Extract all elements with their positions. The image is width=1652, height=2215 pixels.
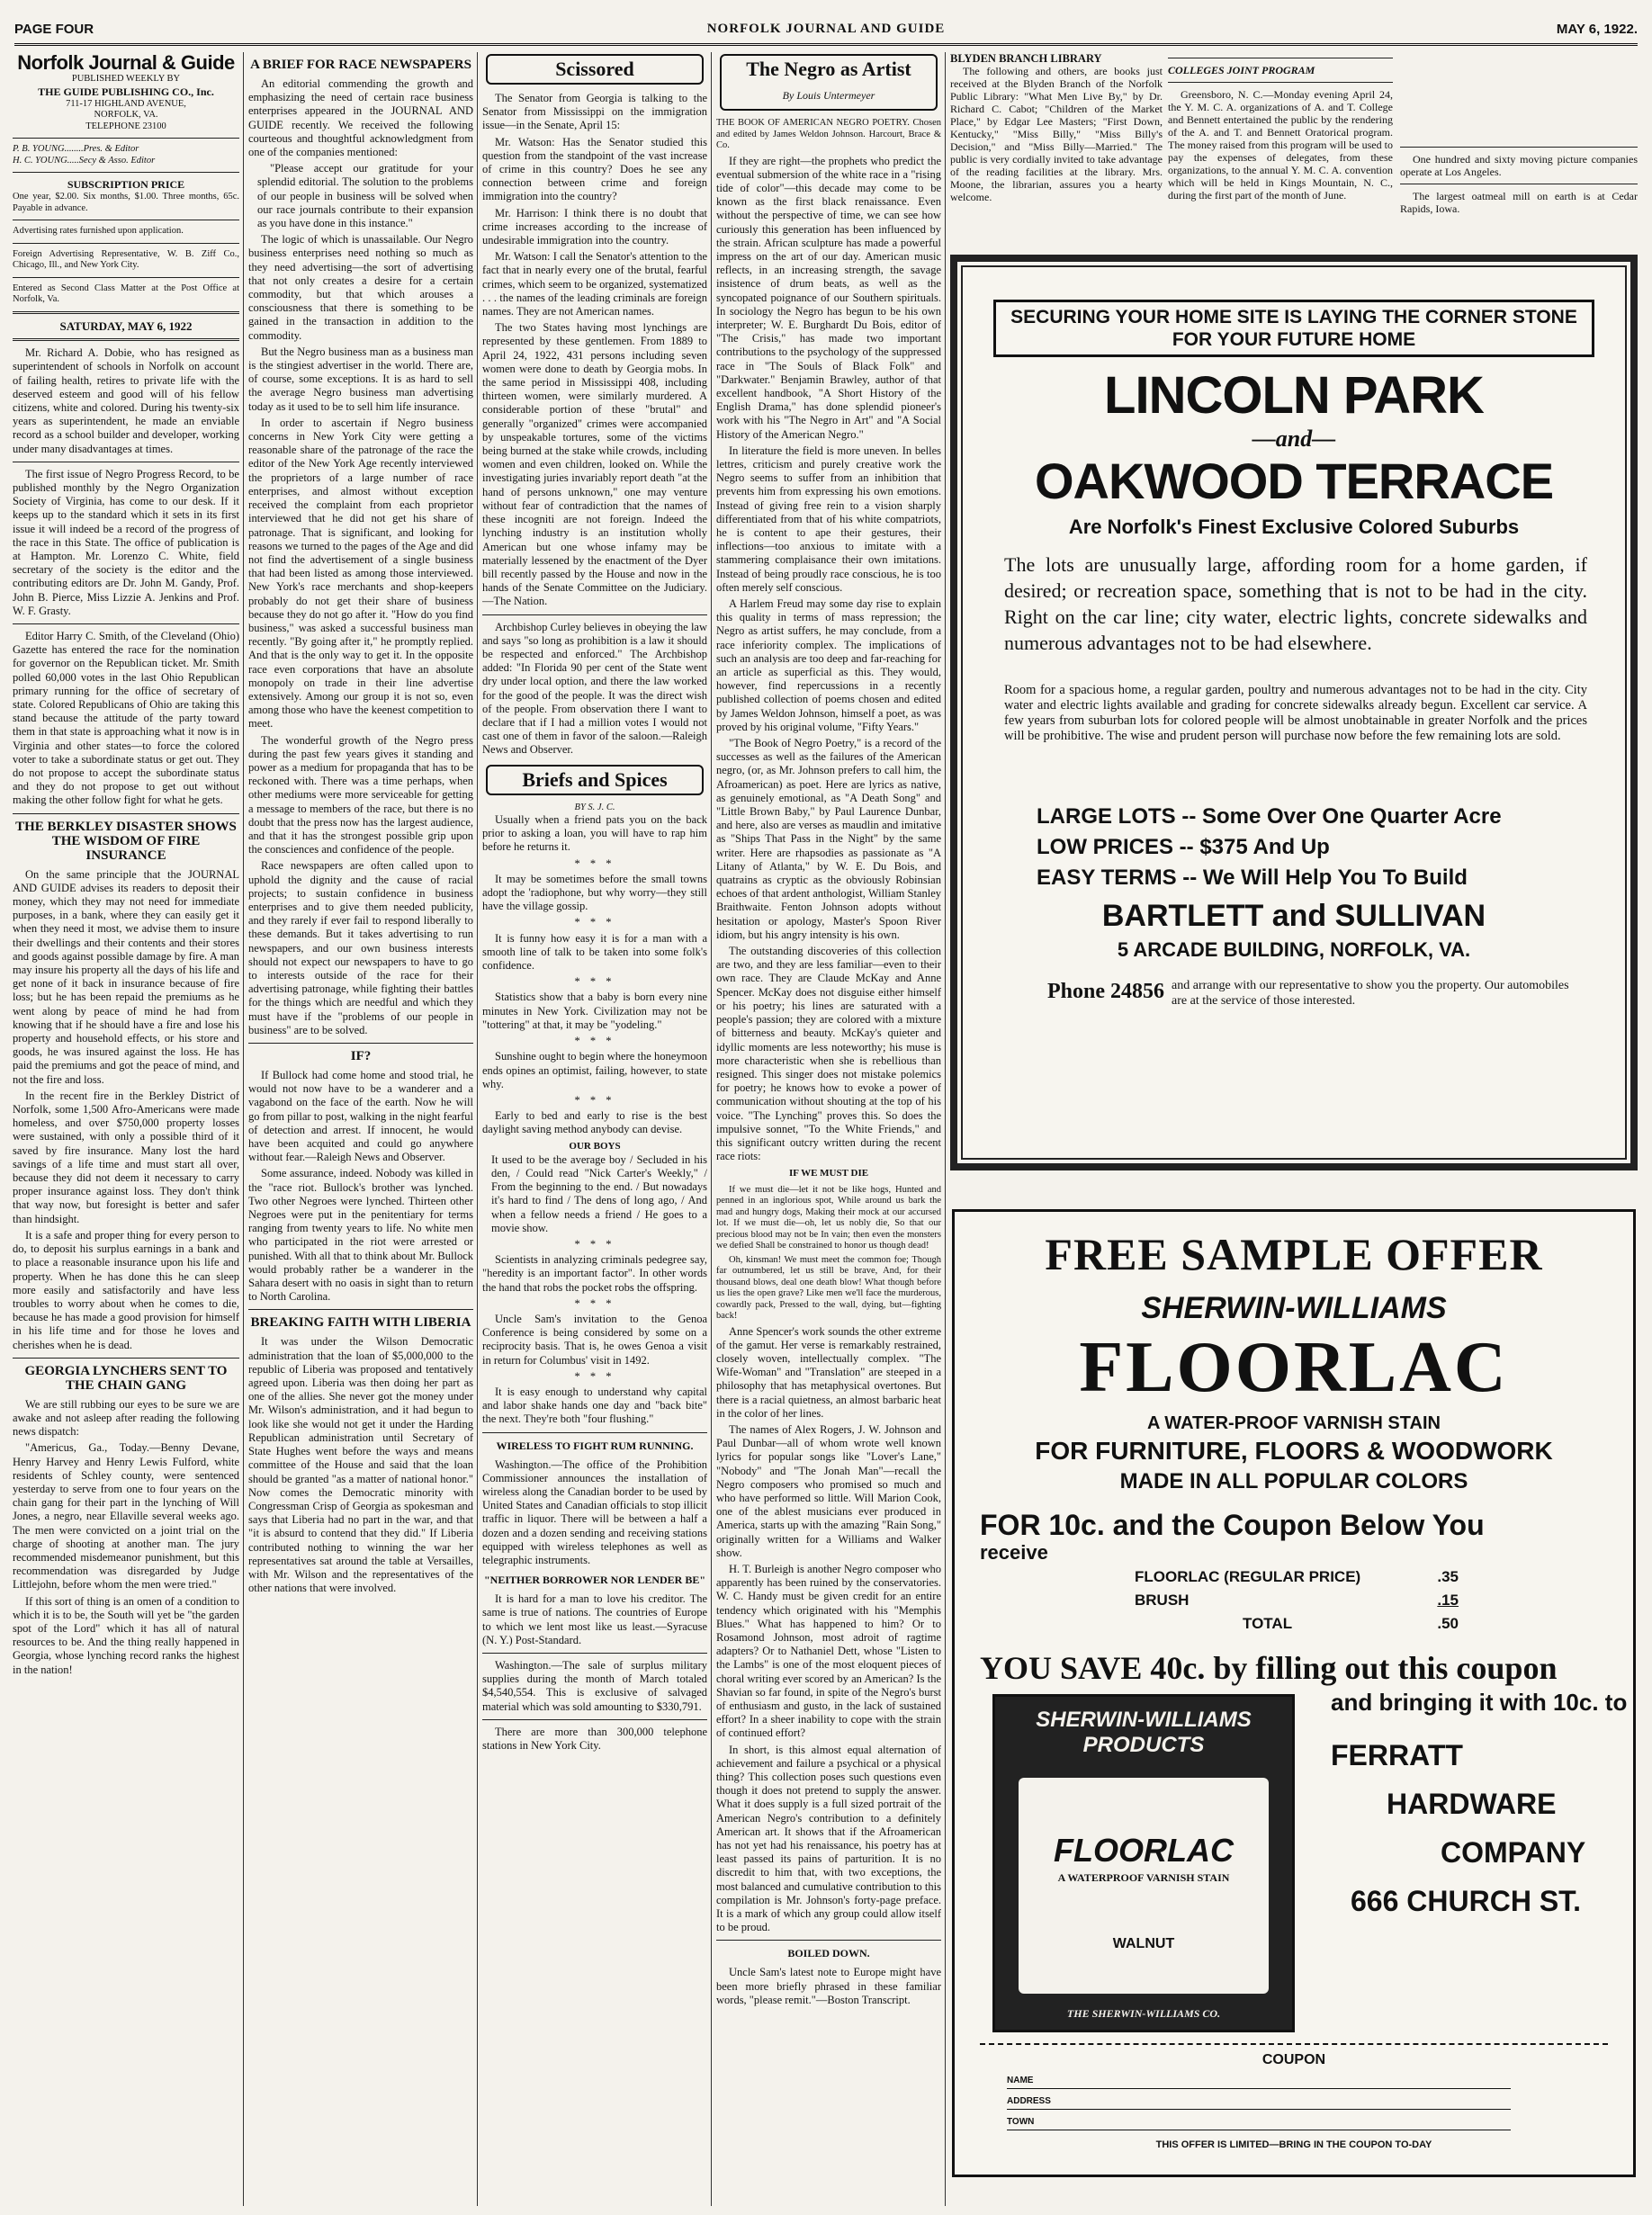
lincoln-park-ad [950, 255, 1638, 1170]
library-text: The following and others, are books just received at the Blyden Branch of the Norfolk Public Library: "What Men Live By," by Dr. Richard C. Cabot; "Children of the Market Place," by Edgar Lee Masters; "First Down, Kentucky," "Miss Billy," "Miss Billy's Decision," and "Miss Billy—Married." The public is very cordially invited to take advantage of the reading facilities at the library. Mrs. Moone, the librarian, assures you a hearty welcome. [950, 65, 1163, 203]
running-head [14, 20, 1638, 46]
race-news-p6: Race newspapers are often called upon to uphold the dignity and the cause of racial projects; to sustain confidence in business enterprises and to give them needed publicity, and they rarely if ever fail to respond liberally to these demands. But it takes advertising to run newspapers, and our own business interests should not expect our newspapers to have to go to interests outside of the race for their advertising patronage, while fighting their battles for the things which are needful and which they must have if the "problems of our people in business" are to be solved. [248, 859, 473, 1036]
ad1-room-text: Room for a spacious home, a regular garden, poultry and numerous advantages not to be had in the city. City water and electric lights available and grading for concrete sidewalks already begun. Excellent car service. A few years from suburban lots for colored people will be almost unobtainable in greater Norfolk and the prices will be prohibitive. The wise and prudent person will purchase now before the few remaining lots are sold. [1004, 683, 1587, 743]
headline-boiled-down: BOILED DOWN. [787, 1947, 870, 1960]
subscription-heading: SUBSCRIPTION PRICE [67, 178, 185, 192]
poem-stanza-1: If we must die—let it not be like hogs, Hunted and penned in an inglorious spot, While around us bark the mad and hungry dogs, Making their mock at our accursed lot. If we must die—oh, let us nobly die, So that our precious blood may not be In vain; then even the monsters we defied Shall be constrained to honor us though dead! [716, 1184, 941, 1251]
book-citation: THE BOOK OF AMERICAN NEGRO POETRY. Chosen and edited by James Weldon Johnson. Harcourt, Brace & Co. [716, 118, 941, 150]
ad2-price-total-label: TOTAL [1243, 1615, 1293, 1632]
masthead-address2: NORFOLK, VA. [94, 110, 158, 121]
ad2-bring: and bringing it with 10c. to [1331, 1689, 1628, 1716]
notes-column [1400, 52, 1638, 250]
borrower-p1: It is hard for a man to love his creditor. The same is true of nations. The countries of Europe to which we lent most like us least.—Syracuse (N. Y.) Post-Standard. [482, 1592, 707, 1646]
our-boys-poem: It used to be the average boy / Secluded in his den, / Could read "Nick Carter's Weekly," / From the beginning to the end. / But nowadays it's hard to find / The dens of long ago, / And when a fellow needs a friend / He goes to a movie show. [491, 1152, 707, 1234]
ad2-brand: SHERWIN-WILLIAMS [1141, 1291, 1447, 1325]
our-boys-heading: OUR BOYS [569, 1140, 621, 1152]
negro-artist-title: The Negro as Artist [746, 58, 911, 80]
headline-georgia: GEORGIA LYNCHERS SENT TO THE CHAIN GANG [24, 1363, 228, 1393]
headline-liberia: BREAKING FAITH WITH LIBERIA [250, 1315, 471, 1331]
artist-p3: A Harlem Freud may some day rise to explain this quality in terms of mass repression; the Negro as artist suffers, he may conclude, from a race inferiority complex. The implications of such an analysis are too deep and far-reaching for an article as superficial as this. They would, however, find repercussions in a recently published collection of poems chosen and edited by James Weldon Johnson, himself a poet, as was proved by his original volume, "Fifty Years." [716, 597, 941, 733]
ad1-phone-text: and arrange with our representative to show you the property. Our automobiles are at the service of those interested. [1172, 979, 1569, 1008]
issue-date: MAY 6, 1922. [1556, 22, 1638, 37]
race-news-p5: The wonderful growth of the Negro press during the past few years gives it standing and power as a medium for propaganda that has to be reckoned with. There was a time perhaps, when other mediums were more serviceable for getting a message to members of the race, but there is no doubt that the press now has the largest audience, and that it has the strongest possible grip upon the consciences and confidence of the people. [248, 733, 473, 856]
can-product: FLOORLAC [1054, 1832, 1234, 1869]
ad2-store-name1: FERRATT [1331, 1739, 1463, 1771]
scissored-p4: Mr. Watson: I call the Senator's attention to the fact that in nearly every one of the brutal, fearful crimes, which seem to be organized, systematized . . . the names of the leading criminals are foreign names. They are not American names. [482, 250, 707, 318]
scissored-p3: Mr. Harrison: I think there is no doubt that crime increases according to the increase of undesirable immigration into the country. [482, 206, 707, 247]
race-news-p3: But the Negro business man as a business man is the stingiest advertiser in the world. There are, of course, some exceptions. It is as hard to sell the average Negro business man advertising today as it used to be to sell him life insurance. [248, 345, 473, 413]
ad1-offer-terms: EASY TERMS -- We Will Help You To Build [1037, 865, 1468, 890]
surplus-p1: Washington.—The sale of surplus military supplies during the month of March totaled $4,540,554. This is exclusive of salvaged material which was sold amounting to $330,791. [482, 1659, 707, 1713]
artist-p8: H. T. Burleigh is another Negro composer who apparently has been ruined by the conservatories. W. C. Handy must be given credit for an entire tendency which originated with his "Memphis Blues." What has happened to him? Or to Rosamond Johnson, most adroit of ragtime adapters? Or to Nathaniel Dett, whose "Listen to the Lambs" is one of the most eloquent pieces of choral writing ever scored by an American? Is the Shavian so far found, in spite of the Negro's burst of enthusiasm and gusto, in the lack of sustained effort? In a sheer inability to cope with the strain of continued effort? [716, 1562, 941, 1740]
artist-p9: In short, is this almost equal alternation of achievement and failure a psychical or a physical thing? This collection poses such questions even though it does not pretend to supply the answer. What it does supply is a full sized portrait of the American Negro's contribution to a definitely American art. It shows that if the Afroamerican has not yet had his renaissance, his poetry has at least passed its pains of parturition. It is no discredit to him that, with two exceptions, the most balanced and cumulative contribution to this compilation is Mr. Johnson's forty-page preface. It is a mark of which any group could allow itself to be proud. [716, 1743, 941, 1934]
race-news-p2: The logic of which is unassailable. Our Negro business enterprises need nothing so much as they need advertising—the sort of advertising that not only creates a desire for a certain commodity, but that which arouses a consciousness that there is something to be gained in the transaction in addition to the commodity. [248, 233, 473, 342]
library-column [950, 52, 1163, 250]
georgia-p1: We are still rubbing our eyes to be sure we are awake and not asleep after reading the following news dispatch: [13, 1397, 239, 1439]
headline-berkley: THE BERKLEY DISASTER SHOWS THE WISDOM OF FIRE INSURANCE [15, 819, 237, 863]
colleges-heading: COLLEGES JOINT PROGRAM [1168, 64, 1315, 76]
coupon-heading: COUPON [1261, 2052, 1326, 2067]
can-label [1019, 1778, 1269, 1994]
ad2-desc2: FOR FURNITURE, FLOORS & WOODWORK [1035, 1437, 1553, 1465]
headline-borrower: "NEITHER BORROWER NOR LENDER BE" [483, 1574, 706, 1587]
ad2-save: YOU SAVE 40c. by filling out this coupon [980, 1650, 1558, 1686]
headline-briefs-spices: Briefs and Spices [486, 765, 704, 795]
headline-if: IF? [350, 1049, 372, 1064]
ad1-address: 5 ARCADE BUILDING, NORFOLK, VA. [1117, 938, 1471, 961]
ad1-and: —and— [1252, 426, 1336, 452]
brief-8: Uncle Sam's invitation to the Genoa Conference is being considered by some on a reciprocity basis. That is, he owes Genoa a visit in return for Columbus' visit in 1492. [482, 1312, 707, 1367]
colleges-text: Greensboro, N. C.—Monday evening April 24, the Y. M. C. A. organizations of A. and T. College and Bennett entertained the public by the rendering of the A. and T. and Bennett Oratorical program. The money raised from this program will be used to pay the expenses of delegates, from these organizations, to the annual Y. M. C. A. convention which will be held in Kings Mountain, N. C., during the first part of the month of June. [1168, 88, 1393, 202]
poem-stanza-2: Oh, kinsman! We must meet the common foe; Though far outnumbered, let us still be brave, And, for their thousand blows, deal one death blow! What though before us lies the open grave? Like men we'll face the murderous, cowardly pack, Pressed to the wall, dying, but—fighting back! [716, 1254, 941, 1322]
masthead-published: PUBLISHED WEEKLY BY [71, 74, 181, 84]
ad2-price-floorlac-label: FLOORLAC (REGULAR PRICE) [1135, 1568, 1361, 1585]
artist-p5: The outstanding discoveries of this collection are two, and they are less familiar—even to their own race. They are Claude McKay and Anne Spencer. McKay does not disguise either himself or his poetry; his lines are saturated with a people's passion; they are colored with a mixture of bitterness and beauty. McKay's quieter and idyllic moments are less noteworthy; his muse is more characteristic when she is rebellious than resigned. This singer does not mistake polemics for poetry; he knows how to evoke a power of communication without shouting at the top of his voice. "The Lynching" proves this. So does the impulsive sonnet, "To the White Friends," and this significant outcry written during the recent race riots: [716, 945, 941, 1163]
can-brand: SHERWIN-WILLIAMS PRODUCTS [1036, 1708, 1252, 1757]
ad1-offer-prices: LOW PRICES -- $375 And Up [1037, 835, 1330, 859]
race-news-quote: "Please accept our gratitude for your splendid editorial. The solution to the problems of our people in business will be solved when our race journals contribute to their expansion as you have done in this instance." [257, 162, 473, 230]
georgia-p3: If this sort of thing is an omen of a condition to which it is to be, the South will yet be "the garden spot of the Lord" which it has all of natural resources to be. And the thing really happened in Georgia, whose lynching record ranks the highest in the nation! [13, 1594, 239, 1676]
georgia-p2: "Americus, Ga., Today.—Benny Devane, Henry Harvey and Henry Lewis Fulford, white residents of Schley county, were sentenced yesterday to serve from one to four years on the chain gang for their part in the lynching of Will Jones, a negro, near Ellaville several weeks ago. The men were convicted on a joint trial on the charge of shooting at another man. The jury recommended misdemeanor punishment, but this recommendation was disregarded by Judge Littlejohn, before whom the men were tried." [13, 1441, 239, 1592]
floorlac-ad [952, 1209, 1636, 2177]
brief-9: It is easy enough to understand why capital and labor shake hands one day and "back bite" the next. They're both "four flushing." [482, 1385, 707, 1426]
page-number: PAGE FOUR [14, 22, 94, 37]
coupon [980, 2043, 1608, 2162]
foreign-rep: Foreign Advertising Representative, W. B. Ziff Co., Chicago, Ill., and New York City. [13, 248, 239, 271]
berkley-p1: On the same principle that the JOURNAL AND GUIDE advises its readers to deposit their money, which they may not need for immediate purposes, in a bank, where they can easily get it when they need it most, we advise them to insure their dwellings and their contents and their stores and goods against possible damage by fire. A man may insure his property all the days of his life and get none of it back in insurance because of fire loss; but he has been repaid the premiums as he went along by peace of mind he had from knowing that if he should have a fire and lose his property and household effects, or his store and goods, he was insured against the loss. He has paid the premiums and got the peace of mind, and not the fire and loss. [13, 867, 239, 1086]
if-p1: If Bullock had come home and stood trial, he would not now have to be a wanderer and a vagabond on the face of the earth. Now he will go from pillar to post, walking in the night fearful of detection and arrest. If innocent, he would have been acquited and could go anywhere without fear.—Raleigh News and Observer. [248, 1069, 473, 1164]
liberia-p1: It was under the Wilson Democratic administration that the loan of $5,000,000 to the republic of Liberia was proposed and tentatively agreed upon. Liberia was then doing her part as one of the allies. She never got the money under Mr. Wilson's administration, and it had begun to look like she would not get it under the Harding Republican administration until Secretary of State Hughes went before the ways and means committee of the House and said that the loan should be granted "as a matter of national honor." Now comes the Democratic minority with Congressman Crisp of Georgia as spokesman and says that Liberia had no part in the war, and that "it is absurd to contend that they did." If Liberia contributed nothing to winning the war her representatives sat around the table at Versailles, with Mr. Wilson and the representatives of the other nations that were involved. [248, 1335, 473, 1595]
ad2-price-floorlac [1135, 1568, 1459, 1586]
ad2-store-name2: HARDWARE [1387, 1788, 1557, 1820]
ad1-offers [1037, 802, 1594, 893]
telephone-p1: There are more than 300,000 telephone stations in New York City. [482, 1725, 707, 1753]
brief-7: Scientists in analyzing criminals pedegree say, "heredity is an important factor". In other words the hand that robs the pocket robs the offspring. [482, 1253, 707, 1294]
column-1 [13, 52, 239, 2206]
coupon-address-field[interactable]: ADDRESS [1007, 2096, 1511, 2110]
masthead-telephone: TELEPHONE 23100 [85, 121, 166, 131]
paper-name: NORFOLK JOURNAL AND GUIDE [706, 22, 946, 36]
brief-4: Statistics show that a baby is born every nine minutes in New York. Civilization may not be "tottering" at that, it may be "yodeling." [482, 991, 707, 1031]
if-p2: Some assurance, indeed. Nobody was killed in the "race riot. Bullock's brother was lynched. Two other Negroes were lynched. Thirteen other Negroes were put in the penitentiary for terms ranging from twenty years to life. No white men who participated in the riot were arrested or punished. With all that to think about Mr. Bullock would probably rather be a wanderer in the Sahara desert with no oasis in sight than to return to North Carolina. [248, 1167, 473, 1304]
ad2-price-total-value: .50 [1437, 1615, 1459, 1632]
ad2-price-total [1135, 1615, 1459, 1633]
race-news-p1: An editorial commending the growth and emphasizing the need of certain race business enterprises appeared in the JOURNAL AND GUIDE recently. We received the following courteous and thoughtful acknowledgment from one of the companies mentioned: [248, 77, 473, 159]
ad2-price-floorlac-value: .35 [1437, 1568, 1459, 1585]
paint-can-illustration [992, 1694, 1295, 2032]
berkley-p2: In the recent fire in the Berkley District of Norfolk, some 1,500 Afro-Americans were made homeless, and over $750,000 property losses were sustained, with only a possible third of it saved by fire insurance. Many lost the hard savings of a life time and must start all over, because they did not deem it necessary to carry proper insurance against loss. They don't think that way now, but foresight is better and safer than hindsight. [13, 1089, 239, 1225]
advertising-rates: Advertising rates furnished upon application. [13, 226, 184, 237]
ad2-store-address: 666 CHURCH ST. [1351, 1885, 1582, 1917]
masthead [13, 52, 239, 341]
ad1-lots-text: The lots are unusually large, affording room for a home garden, if desired; or recreation space, something that is not to be had in the city. Right on the car line; city water, electric lights, concrete sidewalks and numerous advantages not to be had elsewhere. [1004, 553, 1587, 654]
artist-p2: In literature the field is more uneven. In belles lettres, criticism and purely creative work the Negro seems to suffer from an inhibition that prevents him from expressing his own emotions. Instead of giving free rein to a vision sharply differentiated from that of his white compatriots, he is content to ape their gestures, their inflections—too anxious to imitate with a stammering complaisance their own imitations. Instead of being proudly race conscious, he is too often merely self conscious. [716, 444, 941, 594]
ad2-store-name3: COMPANY [1441, 1836, 1586, 1869]
wireless-p1: Washington.—The office of the Prohibition Commissioner announces the installation of wireless along the Canadian border to be used by United States and Canadian officials to stop illicit traffic in liquor. There will be between a half a dozen and a dozen sending and receiving stations equipped with wireless telephones as well as telegraphic instruments. [482, 1457, 707, 1566]
can-color: WALNUT [1112, 1936, 1175, 1951]
ad2-product: FLOORLAC [1079, 1328, 1509, 1407]
entered-notice: Entered as Second Class Matter at the Post Office at Norfolk, Va. [13, 282, 239, 305]
note-oatmeal: The largest oatmeal mill on earth is at Cedar Rapids, Iowa. [1400, 190, 1638, 215]
column-2 [248, 52, 473, 2206]
brief-1: Usually when a friend pats you on the back prior to asking a loan, you will have to rap him before he returns it. [482, 813, 707, 854]
ad2-desc3: MADE IN ALL POPULAR COLORS [1119, 1469, 1468, 1493]
brief-3: It is funny how easy it is for a man with a smooth line of talk to be taken into some folk's confidence. [482, 931, 707, 973]
headline-race-newspapers: A BRIEF FOR RACE NEWSPAPERS [250, 58, 471, 72]
artist-p7: The names of Alex Rogers, J. W. Johnson and Paul Dunbar—all of whom wrote well known lyrics for popular songs like "Lover's Lane," "Nobody" and "The Jonah Man"—recall the Negro composers who promised so much and who have performed so little. Will Marion Cook, one of the ablest musicians ever produced in America, starts up with the amazing "Rain Song," originally written for a Williams and Walker show. [716, 1422, 941, 1559]
library-heading: BLYDEN BRANCH LIBRARY [950, 52, 1102, 65]
ad1-subtitle: Are Norfolk's Finest Exclusive Colored Suburbs [1068, 516, 1520, 538]
masthead-address1: 711-17 HIGHLAND AVENUE, [66, 98, 186, 109]
can-desc: A WATERPROOF VARNISH STAIN [1057, 1871, 1230, 1884]
editorial-progress-record: The first issue of Negro Progress Record, to be published monthly by the Negro Organization Society of Virginia, has come to our desk. If it keeps up to the standard which it sets in its first issue it will indeed be a record of the progress of the race in this State. The office of publication is at Hampton. Mr. Lorenzo C. White, field secretary of the society is the editor and the contributing editors are Dr. John M. Gandy, Prof. John B. Pierce, Miss Lizzie A. Jenkins and Prof. W. F. Grasty. [13, 467, 239, 617]
artist-p4: "The Book of Negro Poetry," is a record of the successes as well as the failures of the American negro, (or, as Mr. Johnson prefers to call him, the Afroamerican) as poet. Here are lyrics as native, as genuinely emotional, as "A Death Song" and "Little Brown Baby," by Paul Laurence Dunbar, and here, also are verses as maudlin and imitative as "Ships That Pass in the Night" by the same writer. Here are rhapsodies as passionate as "A Litany of Atlanta," by W. E. Du Bois, and quatrains as cryptic as the obviously Robinsian echoes of that ardent anthologist, William Stanley Braithwaite. Fenton Johnson adopts without hesitation or apology, Master's Spoon River idiom, but his angry intensity is his own. [716, 737, 941, 941]
ad2-desc1: A WATER-PROOF VARNISH STAIN [1147, 1413, 1441, 1433]
berkley-p3: It is a safe and proper thing for every person to do, to deposit his surplus earnings in a bank and to place a reasonable insurance upon his life and property. When he has done this he can sleep more easily and satisfactorily and have less troubles to worry about when he comes to die, because he has made a good provision for himself in his life time and for those he loves and cherishes when he is dead. [13, 1228, 239, 1351]
masthead-staff1: P. B. YOUNG........Pres. & Editor [13, 144, 139, 155]
brief-5: Sunshine ought to begin where the honeymoon ends opines an optimist, failing, however, to state why. [482, 1050, 707, 1090]
artist-p1: If they are right—the prophets who predict the eventual submersion of the white race in a "rising tide of color"—this decade may come to be known as the first black renaissance. Even without the perspective of time, we can see how curiously this generation has been influenced by the strain. African sculpture has made a powerful impress on the art of our day. American music reflects, in an increasing strength, the savage insistence of drum beats, as well as the syncopated poignance of our Southern spirituals. In sociology the Negro has begun to be his own interpreter; W. E. Burghardt Du Bois, editor of "The Crisis," has made two important contributions to the psychology of the suppressed race in "The Souls of Black Folk" and "Darkwater." Benjamin Brawley, author of that excellent handbook, "A Short History of the English Drama," has done splendid pioneer's work with his "The Negro in Art" and "A Social History of the American Negro." [716, 154, 941, 441]
headline-wireless: WIRELESS TO FIGHT RUM RUNNING. [496, 1439, 694, 1452]
race-news-p4: In order to ascertain if Negro business concerns in New York City were getting a reasonable share of the patronage of the race the editor of the New York Age recently interviewed the proprietors of a large number of race enterprises, and almost without exception received the complaint from each proprietor interviewed that he did not get his share of patronage. That is significant, and looking for reasons we turned to the pages of the Age and did not find the advertisement of a single business that had been listed as among those interviewed. New York's race merchants and shop-keepers probably do not get their share of business because they do not go after it. "How do you find business," was asked a successful business man recently. "By going after it," he promptly replied. And that is the only way to get it. In the opposite race even corporations that have an absolute monopoly on trade in their line advertise extensively. Among our group it is not so, even among those who have the keenest competition to meet. [248, 416, 473, 731]
masthead-title: Norfolk Journal & Guide [17, 52, 235, 74]
negro-artist-byline: By Louis Untermeyer [782, 89, 875, 102]
masthead-staff2: H. C. YOUNG.....Secy & Asso. Editor [13, 155, 156, 166]
scissored-p1: The Senator from Georgia is talking to the Senator from Mississippi on the immigration issue—in the Senate, April 15: [482, 92, 707, 132]
ad2-price-brush [1135, 1592, 1459, 1610]
dateline: SATURDAY, MAY 6, 1922 [59, 318, 193, 333]
boiled-down-p1: Uncle Sam's latest note to Europe might have been more briefly phrased in these familiar words, "please remit."—Boston Transcript. [716, 1966, 941, 2006]
ad2-for10: FOR 10c. and the Coupon Below You [980, 1509, 1485, 1541]
editorial-dobie: Mr. Richard A. Dobie, who has resigned as superintendent of schools in Norfolk on account of failing health, retires to private life with the deserved esteem and good will of his fellow citizens, white and colored. During his twenty-six years as superintendent, he made an enviable record as a school builder and developer, working under many disadvantages at times. [13, 346, 239, 455]
ad1-phone: Phone 24856 [1047, 980, 1165, 1003]
coupon-town-field[interactable]: TOWN [1007, 2117, 1511, 2130]
brief-2: It may be sometimes before the small towns adopt the 'radiophone, but why worry—they still have the village gossip. [482, 872, 707, 913]
colleges-column [1168, 52, 1393, 250]
poem-heading: IF WE MUST DIE [788, 1168, 869, 1179]
artist-p6: Anne Spencer's work sounds the other extreme of the gamut. Her verse is remarkably restrained, closely woven, intellectually complex. "The Wife-Woman" and "Translation" are steeped in a philosophy that has metaphysical overtones. But there is a racial quietness, an almost barbaric heat in the color of her lines. [716, 1324, 941, 1420]
ad2-price-brush-label: BRUSH [1135, 1592, 1190, 1609]
ad2-receive: receive [980, 1541, 1048, 1564]
brief-6: Early to bed and early to rise is the best daylight saving method anybody can devise. [482, 1109, 707, 1136]
masthead-publisher: THE GUIDE PUBLISHING CO., Inc. [38, 85, 214, 98]
ad1-offer-lots: LARGE LOTS -- Some Over One Quarter Acre [1037, 804, 1502, 829]
briefs-byline: BY S. J. C. [574, 802, 615, 812]
headline-scissored: Scissored [486, 54, 704, 85]
ad1-oakwood-terrace: OAKWOOD TERRACE [1034, 453, 1554, 509]
ad2-price-brush-value: .15 [1437, 1592, 1459, 1609]
coupon-limit: THIS OFFER IS LIMITED—BRING IN THE COUPON TO-DAY [1155, 2139, 1432, 2150]
coupon-name-field[interactable]: NAME [1007, 2076, 1511, 2089]
ad2-offer: FREE SAMPLE OFFER [1045, 1229, 1543, 1279]
headline-negro-artist [720, 54, 938, 111]
subscription-text: One year, $2.00. Six months, $1.00. Three months, 65c. Payable in advance. [13, 192, 239, 213]
column-4 [716, 52, 941, 2206]
column-3: Scissored The Senator from Georgia is talking to the Senator from Mississippi on the immigration issue—in the Senate, April 15: Mr. Watson: Has the Senator studied this question from the standpoint of the vast increase of crime in this country? Does he see any connection between crime and foreign immigration into the country? Mr. Harrison: I think there is no doubt that crime increases according to the increase of undesirable immigration into the country. Mr. Watson: I call the Senator's attention to the fact that in nearly every one of the brutal, fearful crimes, which seem to be organized, systematized . . . the names of the leading criminals are foreign names. They are not American names. The two States having most lynchings are represented by these gentlemen. From 1889 to April 24, 1922, 431 persons including seven women were done to death by Georgia mobs. In the same period in Mississippi 408, including thirteen women, were similarly murdered. A considerable portion of these "brutal" and generally "organized" crimes were accompanied by unspeakable tortures, some of the victims being burned at the stake while crowds, including women and even children, looked on. While the investigating juries invariably report death "at the hand of persons unknown," one may venture without fear of contradiction that the names of these incogniti are not foreign. Indeed the lynching industry is an institution wholly American but one whose infamy may be materially lessened by the enactment of the Dyer bill recently passed by the House and now in the hands of the Senate Committee on the Judiciary.—The Nation. Archbishop Curley believes in obeying the law and says "so long as prohibition is a law it should be respected and enforced." The Archbishop added: "In Florida 90 per cent of the State went dry under local option, and there the law worked for the good of the people. It was the direct wish of the people. From observation there I want to declare that if I had a million votes I would not cast one of them in favor of the saloon.—Raleigh News and Observer. Briefs and Spices BY S. J. C. Usually when a friend pats you on the back prior to asking a loan, you will have to rap him before he returns it. * * * It may be sometimes before the small towns adopt the 'radiophone, but why worry—they still have the village gossip. * * * It is funny how easy it is for a man with a smooth line of talk to be taken into some folk's confidence. * * * Statistics show that a baby is born every nine minutes in New York. Civilization may not be "tottering" at that, it may be "yodeling." * * * Sunshine ought to begin where the honeymoon ends opines an optimist, failing, however, to state why. * * * Early to bed and early to rise is the best daylight saving method anybody can devise. OUR BOYS It used to be the average boy / Secluded in his den, / Could read "Nick Carter's Weekly," / From the beginning to the end. / But nowadays it's hard to find / The dens of long ago, / And when a fellow needs a friend / He goes to a movie show. * * * Scientists in analyzing criminals pedegree say, "heredity is an important factor". In other words the hand that robs the pocket robs the offspring. * * * Uncle Sam's invitation to the Genoa Conference is being considered by some on a reciprocity basis. That is, he owes Genoa a visit in return for Columbus' visit in 1492. * * * It is easy enough to understand why capital and labor shake hands one day and "back bite" the next. They're both "four flushing." WIRELESS TO FIGHT RUM RUNNING. Washington.—The office of the Prohibition Commissioner announces the installation of wireless along the Canadian border to be used by United States and Canadian officials to stop illicit traffic in liquor. There will be between a half a dozen and a dozen sending and receiving stations equipped with wireless telephones as well as telegraphic instruments. "NEITHER BORROWER NOR LENDER BE" It is hard for a man to love his creditor. The same is true of nations. The countries of Europe to which we lent most like us least.—Syracuse (N. Y.) Post-Standard. Washington.—The sale of surplus military supplies during the month of March totaled $4,540,554. This is exclusive of salvaged material which was sold amounting to $330,791. There are more than 300,000 telephone stations in New York City. [482, 52, 707, 2206]
editorial-smith: Editor Harry C. Smith, of the Cleveland (Ohio) Gazette has entered the race for the nomination for governor on the Republican ticket. Mr. Smith polled 60,000 votes in the last Ohio Republican primary running for the office of secretary of state. Colored Republicans of Ohio are taking this stand because the attitude of the party toward them in that state is approaching what it now is in Virginia and other states—to force the colored voter to take a subordinate status or get out. They do not propose to accept the subordinate status and they do not propose to get out without making the other follow fight for what he gets. [13, 629, 239, 807]
ad1-tagline: SECURING YOUR HOME SITE IS LAYING THE CORNER STONE FOR YOUR FUTURE HOME [993, 300, 1594, 357]
ad1-firm: BARTLETT and SULLIVAN [1101, 899, 1486, 933]
scissored-p2: Mr. Watson: Has the Senator studied this question from the standpoint of the vast increase of crime in this country? Does he see any connection between crime and foreign immigration into the country? [482, 135, 707, 203]
scissored-p5: The two States having most lynchings are represented by these gentlemen. From 1889 to April 24, 1922, 431 persons including seven women were done to death by Georgia mobs. In the same period in Mississippi 408, including thirteen women, were similarly murdered. A considerable portion of these "brutal" and generally "organized" crimes were accompanied by unspeakable tortures, some of the victims being burned at the stake while crowds, including women and even children, looked on. While the investigating juries invariably report death "at the hand of persons unknown," one may venture without fear of contradiction that the names of these incogniti are not foreign. Indeed the lynching industry is an institution wholly American but one whose infamy may be materially lessened by the enactment of the Dyer bill recently passed by the House and now in the hands of the Senate Committee on the Judiciary.—The Nation. [482, 321, 707, 608]
note-movies: One hundred and sixty moving picture companies operate at Los Angeles. [1400, 153, 1638, 178]
ad1-lincoln-park: LINCOLN PARK [1104, 366, 1484, 425]
ad1-phone-block [1047, 978, 1576, 1009]
scissored-p6: Archbishop Curley believes in obeying the law and says "so long as prohibition is a law it should be respected and enforced." The Archbishop added: "In Florida 90 per cent of the State went dry under local option, and there the law worked for the good of the people. It was the direct wish of the people. From observation there I want to declare that if I had a million votes I would not cast one of them in favor of the saloon.—Raleigh News and Observer. [482, 620, 707, 757]
can-company: THE SHERWIN-WILLIAMS CO. [1066, 2007, 1221, 2020]
